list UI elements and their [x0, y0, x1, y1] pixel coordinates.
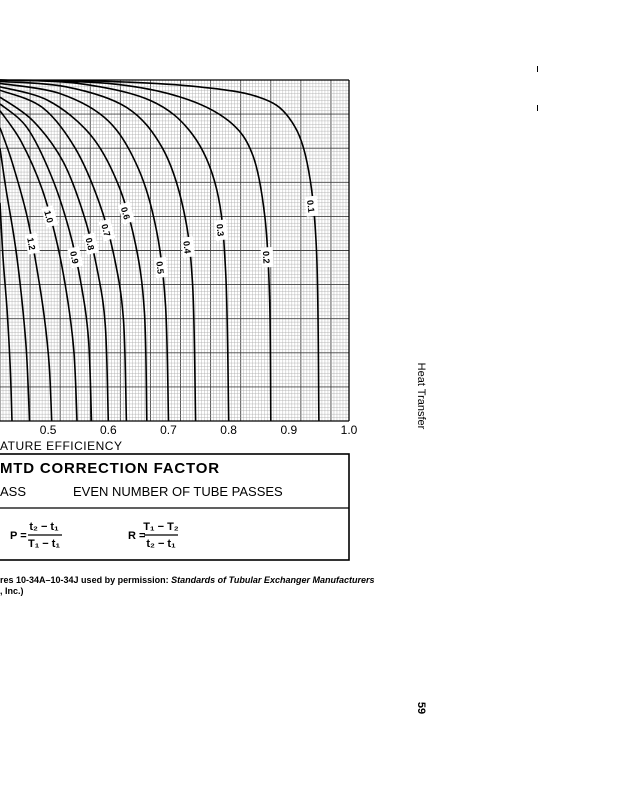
curve-label-text: 1.2 — [25, 236, 38, 251]
p-formula — [10, 521, 62, 550]
r-formula-denominator: t₂ − t₁ — [146, 538, 176, 550]
r-formula-lhs: R = — [128, 530, 146, 542]
running-header: Heat Transfer — [415, 362, 427, 430]
curve-label-text: 1.0 — [42, 209, 56, 225]
curve-label — [305, 196, 319, 217]
crop-mark — [537, 66, 538, 72]
page-number: 59 — [415, 701, 427, 715]
curve-label-text: 0.3 — [214, 223, 226, 237]
panel-right-label: EVEN NUMBER OF TUBE PASSES — [73, 484, 283, 499]
caption-continuation: , Inc.) — [0, 586, 24, 596]
curve-label-text: 0.5 — [154, 260, 166, 275]
p-formula-denominator: T₁ − t₁ — [27, 538, 61, 550]
x-axis-label: ATURE EFFICIENCY — [0, 439, 123, 453]
curve-label — [214, 219, 228, 240]
curve-label-text: 0.7 — [99, 222, 113, 238]
curve-label — [154, 257, 168, 278]
p-formula-numerator: t₂ − t₁ — [29, 521, 59, 533]
panel-title: MTD CORRECTION FACTOR — [0, 460, 220, 477]
x-tick-label: 0.8 — [220, 423, 237, 437]
curve-label-text: 0.1 — [305, 199, 317, 214]
x-tick-label: 1.0 — [340, 423, 358, 437]
figure-caption — [0, 575, 400, 597]
curve-label — [181, 236, 195, 257]
curve-label-text: 0.9 — [67, 250, 81, 265]
x-tick-label: 0.5 — [39, 423, 57, 437]
info-panel — [0, 454, 349, 560]
curve-label-text: 0.2 — [260, 250, 272, 264]
caption-source: Standards of Tubular Exchanger Manufacturers — [171, 575, 375, 585]
caption-text: res 10-34A–10-34J used by permission: — [0, 575, 172, 585]
curve-label-text: 0.6 — [118, 205, 133, 221]
crop-mark — [537, 105, 538, 111]
curve-label-text: 0.4 — [181, 240, 193, 255]
r-formula-numerator: T₁ − T₂ — [143, 521, 179, 533]
r-formula — [128, 521, 179, 550]
x-tick-label: 0.7 — [160, 423, 177, 437]
p-formula-lhs: P = — [10, 530, 27, 542]
x-axis-ticks — [40, 423, 358, 437]
x-tick-label: 0.6 — [99, 423, 117, 437]
panel-left-label: ASS — [0, 484, 27, 499]
curve-label — [261, 247, 274, 268]
x-tick-label: 0.9 — [280, 423, 298, 437]
curve-label-text: 0.8 — [83, 236, 97, 252]
